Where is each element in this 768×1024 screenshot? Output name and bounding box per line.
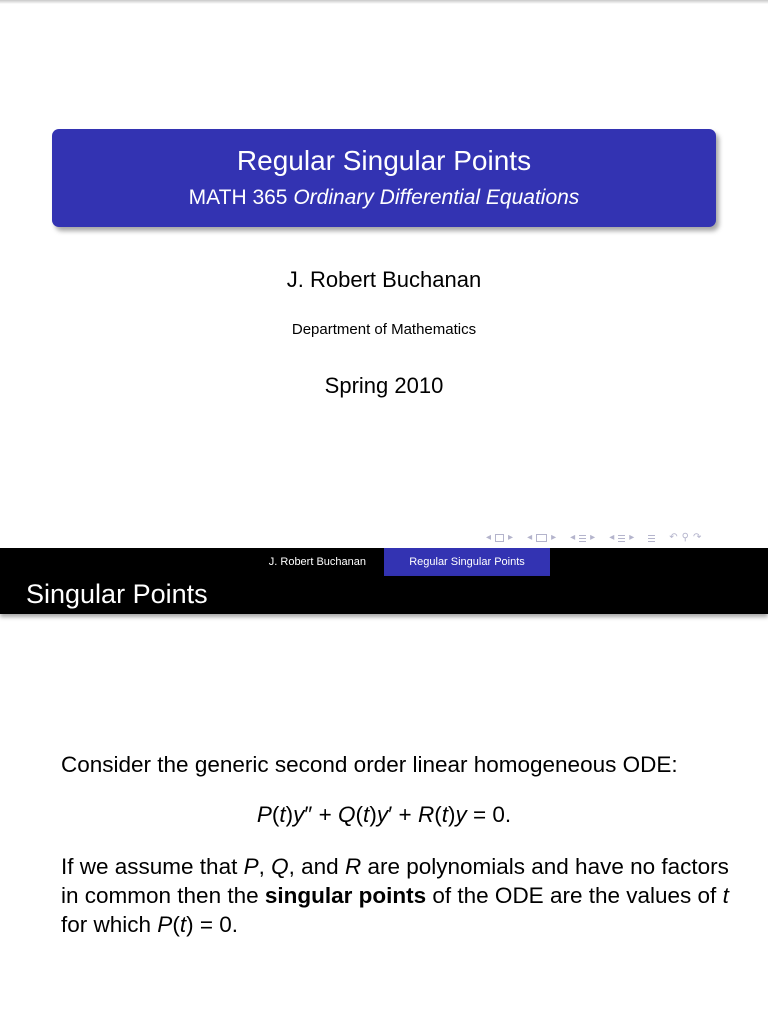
nav-left-arrow-icon[interactable]: ◂: [609, 532, 615, 543]
nav-right-arrow-icon[interactable]: ▸: [551, 532, 557, 543]
eq-y: y: [293, 802, 305, 827]
text-run: of the ODE are the values of: [426, 883, 723, 908]
eq-paren: (: [271, 802, 280, 827]
eq-paren: (: [434, 802, 442, 827]
text-run: (: [172, 912, 180, 937]
var-t: t: [179, 912, 187, 937]
nav-frame-group[interactable]: [525, 531, 558, 545]
eq-y: y: [376, 802, 389, 827]
navigation-bar: [484, 531, 713, 545]
eq-rhs: = 0.: [466, 802, 512, 827]
nav-subsection-group[interactable]: [568, 531, 597, 545]
content-slide: [0, 548, 768, 1024]
nav-left-arrow-icon[interactable]: ◂: [486, 532, 492, 543]
nav-section-group[interactable]: [607, 531, 636, 545]
eq-P: P: [256, 802, 272, 827]
nav-section-icon[interactable]: [618, 535, 625, 542]
eq-paren: ): [369, 802, 377, 827]
eq-t: t: [441, 802, 448, 827]
eq-t: t: [279, 802, 286, 827]
frame-title-bar: [0, 576, 768, 614]
headline-title: Regular Singular Points: [384, 548, 550, 576]
nav-right-arrow-icon[interactable]: ▸: [508, 532, 514, 543]
nav-appendix-group[interactable]: [646, 535, 657, 542]
title-box: [52, 129, 716, 227]
institute: Department of Mathematics: [291, 321, 477, 338]
nav-search-icon[interactable]: ⚲: [681, 532, 689, 543]
eq-paren: ): [447, 802, 456, 827]
text-run: are polynomials and have no factors in common then the: [61, 854, 729, 908]
eq-plus: +: [312, 802, 339, 827]
var-R: R: [344, 854, 362, 879]
date: Spring 2010: [324, 373, 444, 398]
nav-left-arrow-icon[interactable]: ◂: [527, 532, 533, 543]
nav-right-arrow-icon[interactable]: ▸: [590, 532, 596, 543]
nav-appendix-icon[interactable]: [648, 535, 655, 542]
definition-text: [61, 852, 741, 939]
eq-Q: Q: [338, 802, 356, 827]
nav-search-group[interactable]: [667, 531, 703, 545]
eq-paren: (: [355, 802, 364, 827]
author: J. Robert Buchanan: [286, 267, 482, 292]
frame-title: Singular Points: [26, 579, 208, 609]
text-run: for which: [61, 912, 158, 937]
text-run: If we assume that: [61, 854, 244, 879]
nav-frame-icon[interactable]: [536, 534, 547, 542]
eq-dprime: ″: [304, 802, 313, 827]
nav-slide-group[interactable]: [484, 531, 515, 545]
text-run: ,: [258, 854, 272, 879]
presentation-title: Regular Singular Points: [236, 145, 532, 176]
nav-left-arrow-icon[interactable]: ◂: [570, 532, 576, 543]
eq-R: R: [417, 802, 435, 827]
text-run: , and: [288, 854, 345, 879]
singular-points-term: singular points: [264, 883, 427, 908]
nav-undo-icon[interactable]: ↶: [669, 532, 678, 543]
nav-right-arrow-icon[interactable]: ▸: [629, 532, 635, 543]
var-Q: Q: [271, 854, 289, 879]
var-P: P: [243, 854, 259, 879]
title-slide: [0, 4, 768, 548]
ode-equation: [0, 800, 768, 830]
course-code: MATH 365: [188, 186, 288, 209]
nav-subsection-icon[interactable]: [579, 535, 586, 542]
presentation-subtitle: [52, 185, 716, 211]
nav-redo-icon[interactable]: ↷: [692, 532, 702, 543]
var-P: P: [157, 912, 173, 937]
course-name: Ordinary Differential Equations: [293, 186, 580, 209]
eq-t: t: [363, 802, 370, 827]
eq-paren: ): [285, 802, 294, 827]
eq-plus: +: [392, 802, 418, 827]
var-t: t: [722, 883, 729, 908]
headline-author-text: J. Robert Buchanan: [268, 556, 366, 568]
eq-prime: ′: [388, 802, 393, 827]
nav-slide-icon[interactable]: [495, 534, 504, 542]
eq-y: y: [455, 802, 467, 827]
headline-author: [0, 548, 384, 576]
headline-bar: [0, 548, 768, 576]
intro-text: Consider the generic second order linear homogeneous ODE:: [61, 752, 678, 777]
text-run: ) = 0.: [186, 912, 238, 937]
